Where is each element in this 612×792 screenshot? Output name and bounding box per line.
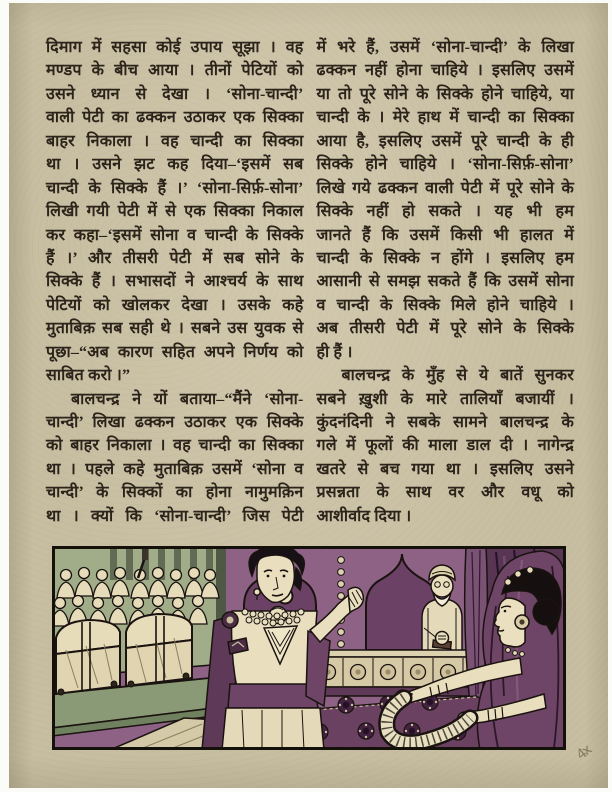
raised-stick <box>142 548 148 560</box>
text-line: मुताबिक़ सब सही थे । सबने उस युवक से <box>46 320 304 338</box>
text-line: चान्दी के सिक्के हैं ।’ ‘सोना-सिर्फ़-सोना’ <box>46 179 304 197</box>
text-line: लिखे गये ढक्कन वाली पेटी में पूरे सोने के <box>316 179 574 197</box>
text-line: खतरे से बच गया था । इसलिए उसने <box>316 460 574 478</box>
text-line: चान्दी’ लिखा ढक्कन उठाकर एक सिक्के <box>46 414 304 431</box>
text-line: ही हैं । <box>316 343 353 361</box>
text-line: बालचन्द्र के मुँह से ये बातें सुनकर <box>341 367 574 385</box>
text-line: सबने ख़ुशी के मारे तालियाँ बजायीं । <box>316 390 574 408</box>
pencil-mark: 4x <box>573 742 594 764</box>
text-line: प्रसन्नता के साथ वर और वधू को <box>316 484 574 502</box>
text-column-left <box>46 36 304 528</box>
text-line: लिखी गयी पेटी में से एक सिक्का निकाल <box>46 203 304 221</box>
text-line: हैं ।’ और तीसरी पेटी में सब सोने के <box>46 249 304 267</box>
scan-page <box>9 3 608 788</box>
text-line: सिक्के होने चाहिये । ‘सोना-सिर्फ़-सोना’ <box>316 156 574 174</box>
text-line: आशीर्वाद दिया । <box>316 507 412 525</box>
story-text <box>46 36 574 528</box>
text-line: बालचन्द्र ने यों बताया–“मैंने ‘सोना- <box>71 390 304 408</box>
text-line: में भरे हैं, उसमें ‘सोना-चान्दी’ के लिखा <box>316 39 574 56</box>
text-line: को बाहर निकाला । वह चान्दी का सिक्का <box>46 437 304 455</box>
text-line: चान्दी के सिक्के न होंगे । इसलिए हम <box>316 249 574 267</box>
earring <box>254 589 260 595</box>
text-line: साबित करो ।” <box>46 367 131 385</box>
hero-waist-sash <box>228 684 318 708</box>
text-line: आसानी से समझ सकते हैं कि उसमें सोना <box>316 273 574 291</box>
text-line: आया है, इसलिए उसमें पूरे चान्दी के ही <box>316 132 574 150</box>
text-line: दिमाग में सहसा कोई उपाय सूझा । वह <box>46 39 304 56</box>
story-illustration <box>52 546 566 750</box>
text-line: उसने ध्यान से देखा । ‘सोना-चान्दी’ <box>46 85 304 103</box>
text-column-right <box>317 36 575 528</box>
text-line: ढक्कन नहीं होना चाहिये । इसलिए उसमें <box>316 62 574 80</box>
text-line: वाली पेटी का ढक्कन उठाकर एक सिक्का <box>46 109 304 127</box>
text-line: कुंदनंदिनी ने सबके सामने बालचन्द्र के <box>316 414 574 431</box>
text-line: अब तीसरी पेटी में पूरे सोने के सिक्के <box>316 320 574 338</box>
text-line: मण्डप के बीच आया । तीनों पेटियों को <box>46 62 304 80</box>
text-line: था । उसने झट कह दिया–‘इसमें सब <box>46 156 304 174</box>
text-line: कर कहा–‘इसमें सोना व चान्दी के सिक्के <box>46 226 304 244</box>
text-line: बाहर निकाला । वह चान्दी का सिक्का <box>46 132 304 150</box>
text-line: चान्दी के । मेरे हाथ में चान्दी का सिक्का <box>316 109 574 127</box>
text-line: व चान्दी के सिक्के मिले होने चाहिये । <box>316 296 574 314</box>
text-line: था । क्यों कि ‘सोना-चान्दी’ जिस पेटी <box>46 507 304 525</box>
text-line: पूछा–“अब कारण सहित अपने निर्णय को <box>46 343 304 361</box>
text-line: जानते हैं कि उसमें किसी भी हालत में <box>316 226 574 244</box>
text-line: सिक्के नहीं हो सकते । यह भी हम <box>316 203 574 221</box>
text-line: या तो पूरे सोने के सिक्के होने चाहिये, या <box>316 85 574 103</box>
text-line: था । पहले कहे मुताबिक़ उसमें ‘सोना व <box>46 460 304 478</box>
text-line: चान्दी’ के सिक्कों का होना नामुमक़िन <box>46 484 304 502</box>
text-line: गले में फूलों की माला डाल दी । नागेन्द्र <box>316 437 574 455</box>
text-line: सिक्के हैं । सभासदों ने आश्चर्य के साथ <box>46 273 304 291</box>
text-line: पेटियों को खोलकर देखा । उसके कहे <box>46 296 304 314</box>
